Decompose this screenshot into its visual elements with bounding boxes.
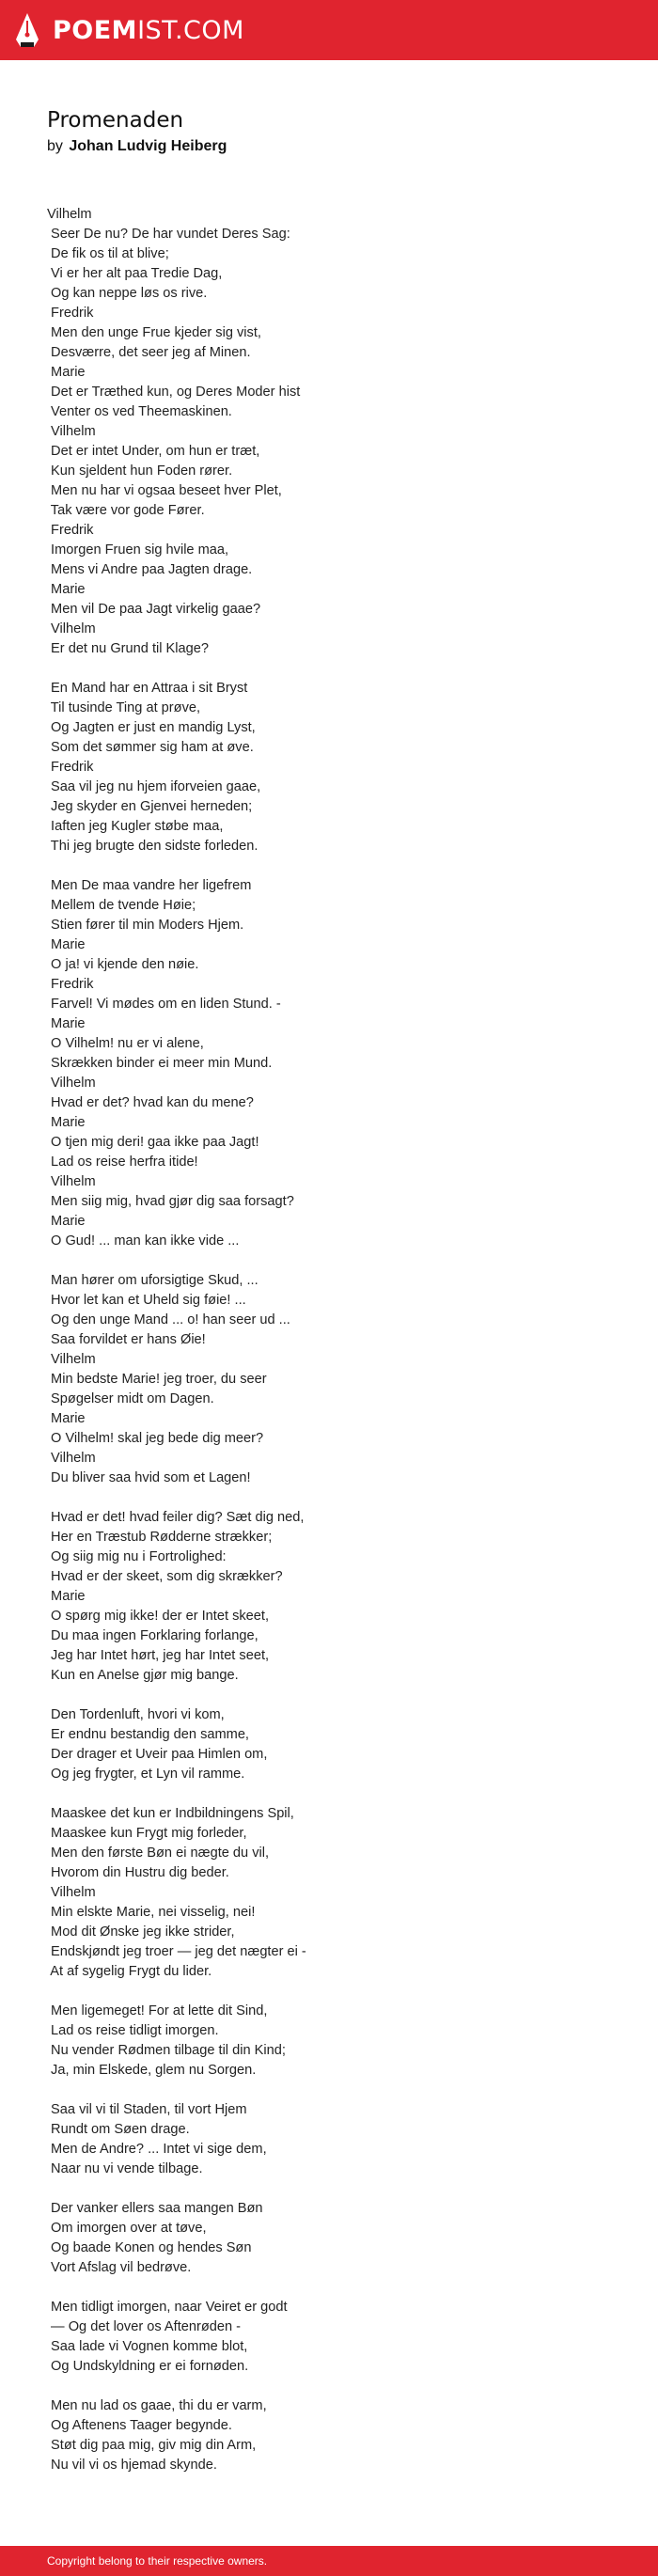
poem-line: Og siig mig nu i Fortrolighed: (47, 1549, 227, 1564)
poem-line: Fredrik (47, 523, 94, 538)
poem-line: Fredrik (47, 306, 94, 321)
poem-line: Der drager et Uveir paa Himlen om, (47, 1747, 268, 1762)
poem-line: Saa vil jeg nu hjem iforveien gaae, (47, 779, 261, 794)
site-footer (0, 2546, 658, 2576)
poem-line: Ja, min Elskede, glem nu Sorgen. (47, 2063, 257, 2078)
poem-line: Maaskee kun Frygt mig forleder, (47, 1826, 247, 1841)
copyright-notice: Copyright belong to their respective owners. (47, 2554, 268, 2568)
site-header (0, 0, 658, 60)
poem-line: Min elskte Marie, nei visselig, nei! (47, 1905, 256, 1920)
poem-line: Desværre, det seer jeg af Minen. (47, 345, 251, 360)
poem-line: Det er intet Under, om hun er træt, (47, 444, 260, 459)
poem-line: Imorgen Fruen sig hvile maa, (47, 542, 229, 558)
site-logo-link[interactable] (13, 11, 244, 49)
poem-line: Kun sjeldent hun Foden rører. (47, 463, 233, 479)
poem-line: Men tidligt imorgen, naar Veiret er godt (47, 2300, 288, 2315)
poem-body (47, 205, 611, 2475)
poem-author: Johan Ludvig Heiberg (69, 138, 227, 154)
poem-line: Rundt om Søen drage. (47, 2122, 190, 2137)
poem-line: Tak være vor gode Fører. (47, 503, 205, 518)
poem-line: Lad os reise tidligt imorgen. (47, 2023, 219, 2038)
poem-line: O tjen mig deri! gaa ikke paa Jagt! (47, 1135, 259, 1150)
poem-line: Hvorom din Hustru dig beder. (47, 1865, 229, 1880)
poem-line: — Og det lover os Aftenrøden - (47, 2319, 242, 2334)
poem-line: Om imorgen over at tøve, (47, 2221, 207, 2236)
poem-line: En Mand har en Attraa i sit Bryst (47, 681, 248, 696)
poem-line: Saa lade vi Vognen komme blot, (47, 2339, 248, 2354)
poem-line: Min bedste Marie! jeg troer, du seer (47, 1372, 267, 1387)
poem-line: Marie (47, 937, 86, 952)
poem-line: Saa forvildet er hans Øie! (47, 1332, 206, 1347)
poem-line: Hvad er det! hvad feiler dig? Sæt dig ned, (47, 1510, 305, 1525)
poem-line: Men vil De paa Jagt virkelig gaae? (47, 602, 261, 617)
poem-line: Der vanker ellers saa mangen Bøn (47, 2201, 263, 2216)
poem-line: Marie (47, 1016, 86, 1031)
poem-line: De fik os til at blive; (47, 246, 169, 261)
poem-line: Hvor let kan et Uheld sig føie! ... (47, 1293, 246, 1308)
byline-label: by (47, 138, 63, 154)
stanza-break (47, 1982, 611, 2002)
stanza-break (47, 659, 611, 679)
poem-line: Jeg har Intet hørt, jeg har Intet seet, (47, 1648, 270, 1663)
poem-line: Vi er her alt paa Tredie Dag, (47, 266, 223, 281)
poem-line: O Vilhelm! nu er vi alene, (47, 1036, 204, 1051)
poem-line: Saa vil vi til Staden, til vort Hjem (47, 2102, 247, 2117)
poem-line: Marie (47, 582, 86, 597)
stanza-break (47, 1251, 611, 1271)
stanza-break (47, 1488, 611, 1508)
poem-line: Mellem de tvende Høie; (47, 898, 196, 913)
poem-line: Thi jeg brugte den sidste forleden. (47, 839, 258, 854)
poem-line: Vilhelm (47, 1174, 96, 1189)
poem-line: Vilhelm (47, 207, 92, 222)
poem-line: O ja! vi kjende den nøie. (47, 957, 199, 972)
poem-line: Naar nu vi vende tilbage. (47, 2161, 203, 2176)
poem-line: Og Jagten er just en mandig Lyst, (47, 720, 256, 735)
poem-line: Men siig mig, hvad gjør dig saa forsagt? (47, 1194, 294, 1209)
poem-line: Maaskee det kun er Indbildningens Spil, (47, 1806, 294, 1821)
stanza-break (47, 2081, 611, 2100)
pen-nib-icon (13, 11, 41, 49)
poem-line: Men den unge Frue kjeder sig vist, (47, 325, 261, 340)
poem-line: Mens vi Andre paa Jagten drage. (47, 562, 253, 577)
poem-byline (47, 138, 227, 155)
stanza-break (47, 2179, 611, 2199)
stanza-break (47, 856, 611, 876)
poem-line: Vilhelm (47, 424, 96, 439)
poem-line: At af sygelig Frygt du lider. (47, 1964, 212, 1979)
poem-line: Marie (47, 1115, 86, 1130)
poem-line: Endskjøndt jeg troer — jeg det nægter ei - (47, 1944, 306, 1959)
poem-line: Marie (47, 1411, 86, 1426)
stanza-break (47, 2278, 611, 2298)
poem-line: Fredrik (47, 977, 94, 992)
poem-line: Fredrik (47, 760, 94, 775)
poem-line: Og baade Konen og hendes Søn (47, 2240, 252, 2255)
poem-line: Vilhelm (47, 1076, 96, 1091)
poem-line: Hvad er det? hvad kan du mene? (47, 1095, 254, 1110)
poem-line: Og den unge Mand ... o! han seer ud ... (47, 1312, 290, 1327)
poem-line: Du bliver saa hvid som et Lagen! (47, 1470, 251, 1485)
site-logo-text: POEMIST.COM (53, 15, 244, 45)
poem-line: Den Tordenluft, hvori vi kom, (47, 1707, 225, 1722)
poem-line: O Vilhelm! skal jeg bede dig meer? (47, 1431, 264, 1446)
poem-line: Og kan neppe løs os rive. (47, 286, 208, 301)
poem-title: Promenaden (47, 108, 184, 133)
poem-line: O Gud! ... man kan ikke vide ... (47, 1233, 240, 1249)
stanza-break (47, 1686, 611, 1705)
poem-line: Marie (47, 1214, 86, 1229)
poem-line: Er endnu bestandig den samme, (47, 1727, 249, 1742)
poem-line: Lad os reise herfra itide! (47, 1154, 198, 1170)
poem-line: Til tusinde Ting at prøve, (47, 700, 201, 715)
poem-line: Iaften jeg Kugler støbe maa, (47, 819, 224, 834)
poem-line: Skrækken binder ei meer min Mund. (47, 1056, 273, 1071)
poem-line: Spøgelser midt om Dagen. (47, 1391, 214, 1406)
poem-line: Og Aftenens Taager begynde. (47, 2418, 232, 2433)
poem-line: Farvel! Vi mødes om en liden Stund. - (47, 997, 281, 1012)
poem-line: Seer De nu? De har vundet Deres Sag: (47, 227, 290, 242)
poem-line: Her en Træstub Rødderne strækker; (47, 1530, 273, 1545)
poem-line: Nu vil vi os hjemad skynde. (47, 2458, 217, 2473)
poem-line: O spørg mig ikke! der er Intet skeet, (47, 1609, 270, 1624)
poem-line: Nu vender Rødmen tilbage til din Kind; (47, 2043, 286, 2058)
poem-line: Jeg skyder en Gjenvei herneden; (47, 799, 253, 814)
poem-line: Vilhelm (47, 1885, 96, 1900)
poem-line: Kun en Anelse gjør mig bange. (47, 1668, 239, 1683)
poem-line: Du maa ingen Forklaring forlange, (47, 1628, 258, 1643)
poem-line: Hvad er der skeet, som dig skrækker? (47, 1569, 283, 1584)
poem-line: Og Undskyldning er ei fornøden. (47, 2359, 249, 2374)
poem-line: Og jeg frygter, et Lyn vil ramme. (47, 1767, 245, 1782)
stanza-break (47, 2377, 611, 2396)
poem-line: Man hører om uforsigtige Skud, ... (47, 1273, 258, 1288)
poem-line: Stien fører til min Moders Hjem. (47, 918, 244, 933)
poem-line: Men De maa vandre her ligefrem (47, 878, 252, 893)
poem-line: Marie (47, 1589, 86, 1604)
poem-line: Vilhelm (47, 1451, 96, 1466)
poem-line: Mod dit Ønske jeg ikke strider, (47, 1924, 235, 1940)
poem-line: Som det sømmer sig ham at øve. (47, 740, 254, 755)
poem-line: Vilhelm (47, 621, 96, 636)
poem-line: Men ligemeget! For at lette dit Sind, (47, 2003, 268, 2018)
poem-line: Marie (47, 365, 86, 380)
poem-line: Det er Træthed kun, og Deres Moder hist (47, 385, 301, 400)
poem-line: Støt dig paa mig, giv mig din Arm, (47, 2438, 257, 2453)
stanza-break (47, 1784, 611, 1804)
poem-line: Vilhelm (47, 1352, 96, 1367)
poem-line: Vort Afslag vil bedrøve. (47, 2260, 192, 2275)
poem-line: Er det nu Grund til Klage? (47, 641, 209, 656)
poem-line: Men nu har vi ogsaa beseet hver Plet, (47, 483, 282, 498)
poem-line: Venter os ved Theemaskinen. (47, 404, 232, 419)
poem-line: Men den første Bøn ei nægte du vil, (47, 1846, 270, 1861)
poem-line: Men de Andre? ... Intet vi sige dem, (47, 2142, 267, 2157)
poem-line: Men nu lad os gaae, thi du er varm, (47, 2398, 267, 2413)
